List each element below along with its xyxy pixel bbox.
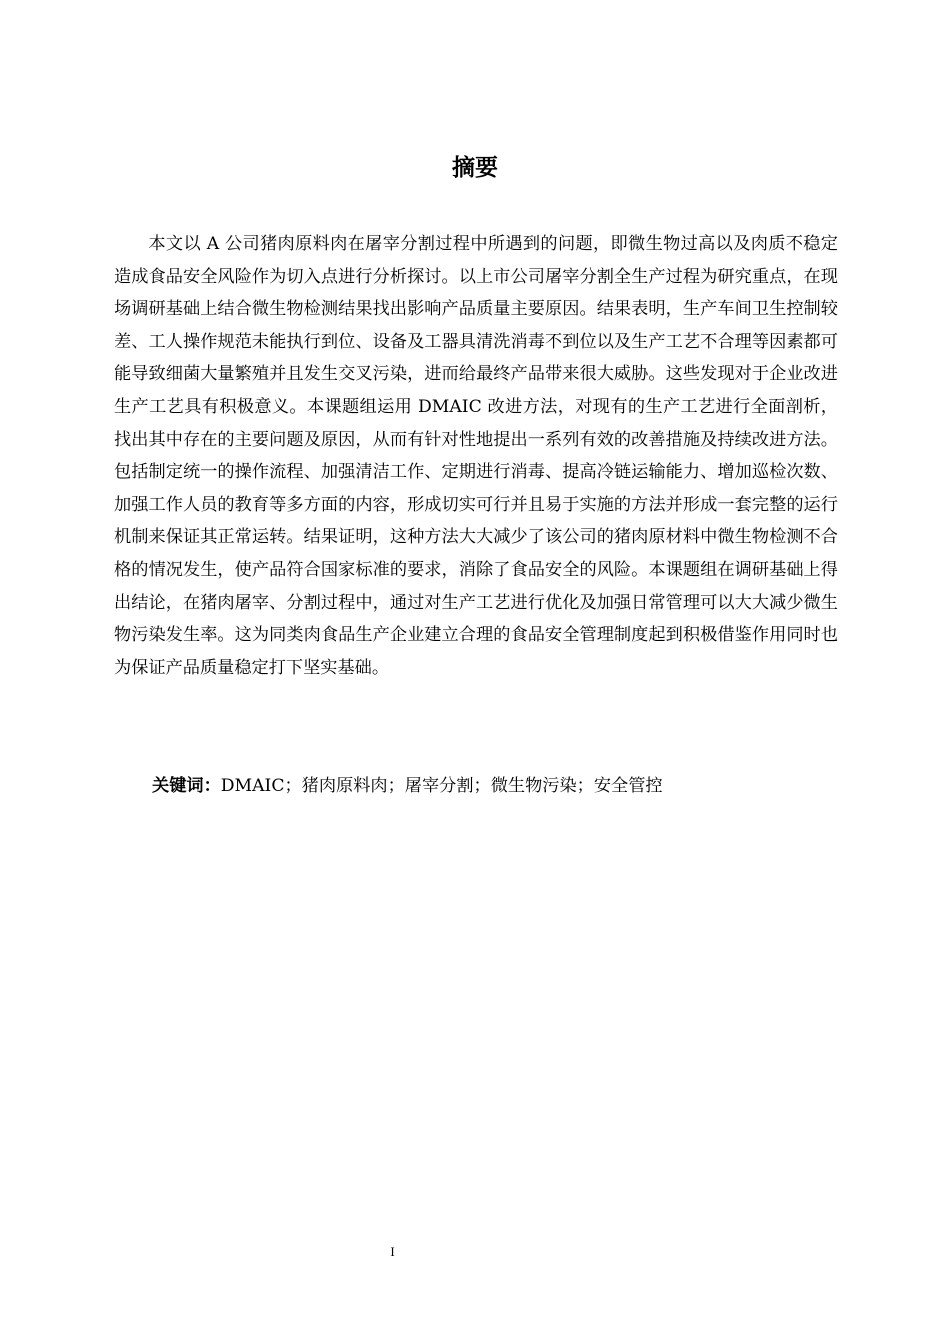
page-title: 摘要 xyxy=(452,155,498,181)
abstract-paragraph: 本文以 A 公司猪肉原料肉在屠宰分割过程中所遇到的问题，即微生物过高以及肉质不稳定造成食品安全风险作为切入点进行分析探讨。以上市公司屠宰分割全生产过程为研究重点，在现场调研基础上结合微生物检测结果找出影响产品质量主要原因。结果表明，生产车间卫生控制较差、工人操作规范未能执行到位、设备及工器具清洗消毒不到位以及生产工艺不合理等因素都可能导致细菌大量繁殖并且发生交叉污染，进而给最终产品带来很大威胁。这些发现对于企业改进生产工艺具有积极意义。本课题组运用 DMAIC 改进方法，对现有的生产工艺进行全面剖析，找出其中存在的主要问题及原因，从而有针对性地提出一系列有效的改善措施及持续改进方法。包括制定统一的操作流程、加强清洁工作、定期进行消毒、提高冷链运输能力、增加巡检次数、加强工作人员的教育等多方面的内容，形成切实可行并且易于实施的方法并形成一套完整的运行机制来保证其正常运转。结果证明，这种方法大大减少了该公司的猪肉原材料中微生物检测不合格的情况发生，使产品符合国家标准的要求，消除了食品安全的风险。本课题组在调研基础上得出结论，在猪肉屠宰、分割过程中，通过对生产工艺进行优化及加强日常管理可以大大减少微生物污染发生率。这为同类肉食品生产企业建立合理的食品安全管理制度起到积极借鉴作用同时也为保证产品质量稳定打下坚实基础。 xyxy=(114,234,838,678)
keywords-line xyxy=(152,770,838,802)
keywords-label: 关键词： xyxy=(152,776,221,796)
page-number: I xyxy=(390,1244,395,1259)
keywords-text: DMAIC；猪肉原料肉；屠宰分割；微生物污染；安全管控 xyxy=(220,776,663,796)
